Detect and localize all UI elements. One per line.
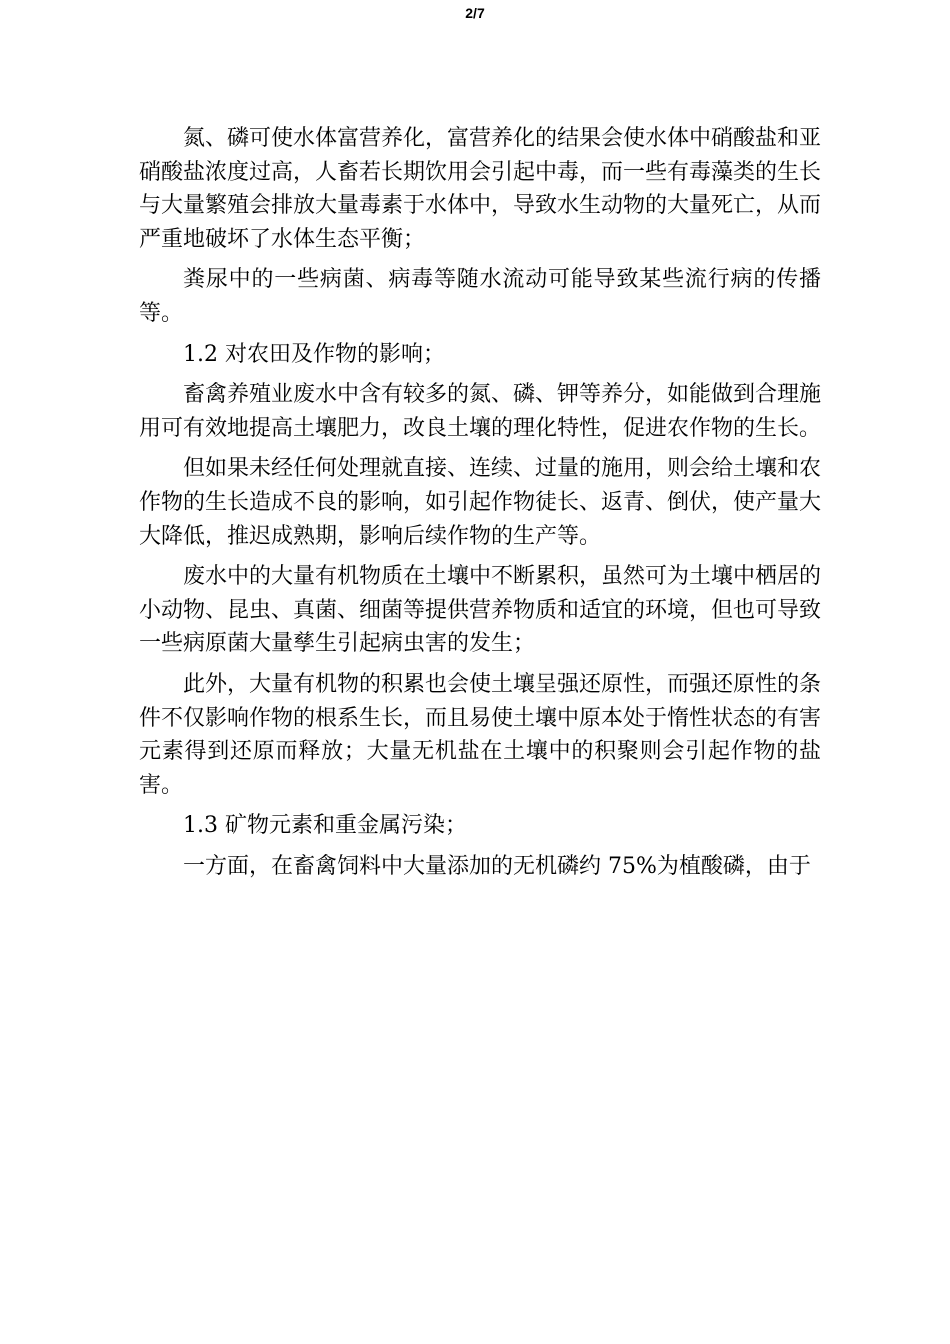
paragraph: 畜禽养殖业废水中含有较多的氮、磷、钾等养分，如能做到合理施用可有效地提高土壤肥力，改良土壤的理化特性，促进农作物的生长。 xyxy=(139,382,822,441)
page-number: 2/7 xyxy=(465,5,485,21)
paragraph: 氮、磷可使水体富营养化，富营养化的结果会使水体中硝酸盐和亚硝酸盐浓度过高，人畜若长期饮用会引起中毒，而一些有毒藻类的生长与大量繁殖会排放大量毒素于水体中，导致水生动物的大量死亡，从而严重地破坏了水体生态平衡； xyxy=(139,126,822,252)
paragraph: 一方面，在畜禽饲料中大量添加的无机磷约 75%为植酸磷，由于 xyxy=(183,853,811,879)
paragraph: 此外，大量有机物的积累也会使土壤呈强还原性，而强还原性的条件不仅影响作物的根系生长，而且易使土壤中原本处于惰性状态的有害元素得到还原而释放；大量无机盐在土壤中的积聚则会引起作物的盐害。 xyxy=(139,671,822,798)
section-heading: 1.2 对农田及作物的影响； xyxy=(183,341,445,367)
paragraph: 但如果未经任何处理就直接、连续、过量的施用，则会给土壤和农作物的生长造成不良的影响，如引起作物徒长、返青、倒伏，使产量大大降低，推迟成熟期，影响后续作物的生产等。 xyxy=(139,456,822,549)
paragraph: 粪尿中的一些病菌、病毒等随水流动可能导致某些流行病的传播等。 xyxy=(139,267,821,326)
paragraph: 废水中的大量有机物质在土壤中不断累积，虽然可为土壤中栖居的小动物、昆虫、真菌、细菌等提供营养物质和适宜的环境，但也可导致一些病原菌大量孳生引起病虫害的发生； xyxy=(139,564,822,657)
document-body xyxy=(139,122,821,890)
section-heading: 1.3 矿物元素和重金属污染； xyxy=(183,813,467,839)
